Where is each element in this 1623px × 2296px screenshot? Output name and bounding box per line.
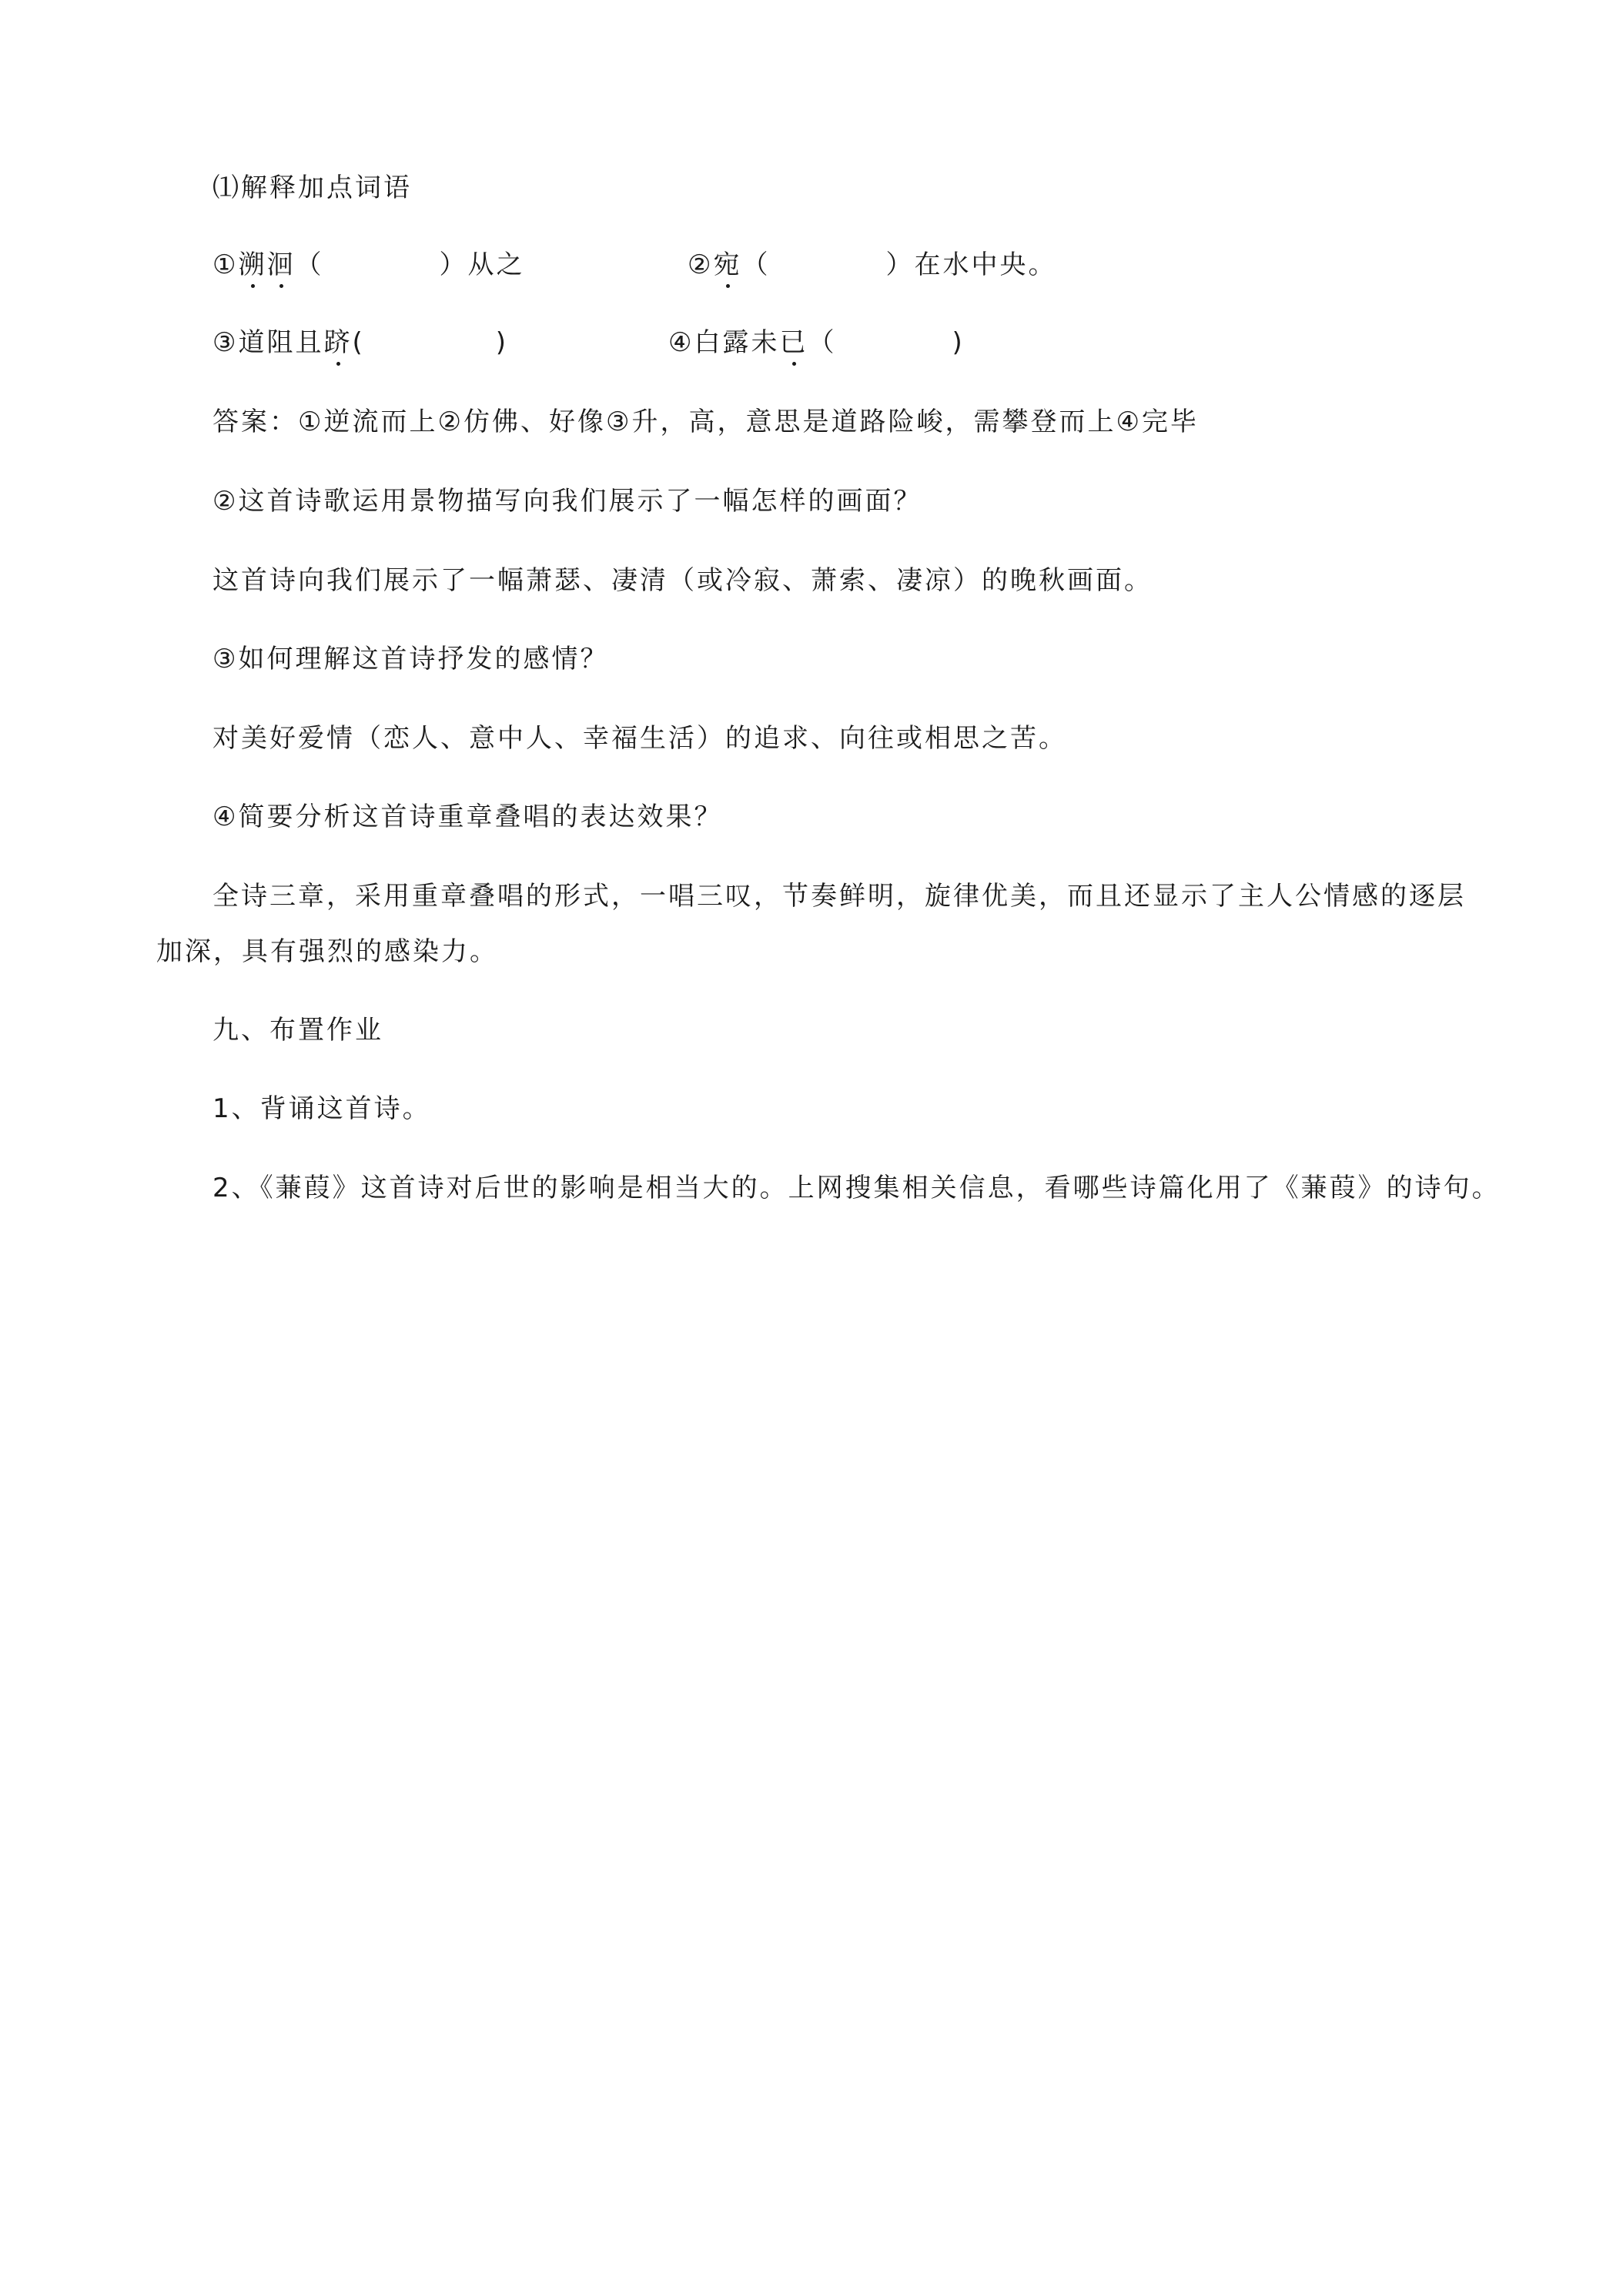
answer-4-line-1: 全诗三章，采用重章叠唱的形式，一唱三叹，节奏鲜明，旋律优美，而且还显示了主人公情感的逐层 [212,881,1466,912]
dotted-char: 已 [779,327,808,358]
answer-3: 对美好爱情（恋人、意中人、幸福生活）的追求、向往或相思之苦。 [212,723,1067,754]
question-4: ④简要分析这首诗重章叠唱的表达效果？ [212,802,723,832]
dotted-char: 宛 [713,249,742,280]
section-heading-homework: 九、布置作业 [212,1015,383,1046]
vocab-item-1: ①溯洄（ ）从之 [212,249,525,280]
dotted-char: 跻 [323,327,353,358]
question-1-title: ⑴解释加点词语 [212,172,412,203]
answer-line: 答案：①逆流而上②仿佛、好像③升，高，意思是道路险峻，需攀登而上④完毕 [212,407,1199,437]
vocab-item-3: ③道阻且跻( ) [212,327,509,358]
question-3: ③如何理解这首诗抒发的感情？ [212,644,609,674]
answer-4-line-2: 加深，具有强烈的感染力。 [156,936,498,967]
homework-item-2: 2、《蒹葭》这首诗对后世的影响是相当大的。上网搜集相关信息，看哪些诗篇化用了《蒹葭》的诗句。 [212,1173,1501,1203]
dotted-char: 洄 [266,249,296,280]
question-2: ②这首诗歌运用景物描写向我们展示了一幅怎样的画面？ [212,486,922,517]
homework-item-1: 1、背诵这首诗。 [212,1093,431,1124]
vocab-item-4: ④白露未已（ ) [668,327,965,358]
dotted-char: 溯 [238,249,267,280]
vocab-item-2: ②宛（ ）在水中央。 [688,249,1057,280]
answer-2: 这首诗向我们展示了一幅萧瑟、凄清（或冷寂、萧索、凄凉）的晚秋画面。 [212,565,1153,596]
